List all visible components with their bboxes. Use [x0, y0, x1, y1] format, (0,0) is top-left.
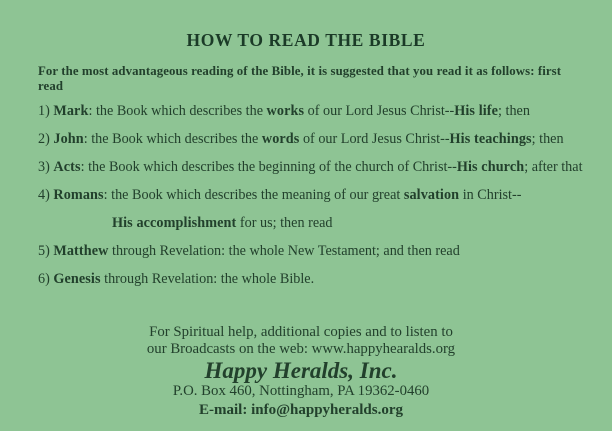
broadcast-web-line: our Broadcasts on the web: www.happyhearalds.org: [146, 340, 456, 357]
contact-footer: [18, 324, 584, 419]
list-item-romans: 4) Romans: the Book which describes the meaning of our great salvation in Christ--: [38, 187, 522, 203]
list-item-acts: 3) Acts: the Book which describes the beginning of the church of Christ--His church; after that: [38, 159, 583, 175]
list-item-john: 2) John: the Book which describes the words of our Lord Jesus Christ--His teachings; then: [38, 131, 564, 147]
spiritual-help-line: For Spiritual help, additional copies and to listen to: [149, 324, 453, 340]
intro-text: For the most advantageous reading of the Bible, it is suggested that you read it as follows: first read: [38, 64, 562, 93]
card-title: HOW TO READ THE BIBLE: [186, 30, 426, 50]
mailing-address: P.O. Box 460, Nottingham, PA 19362-0460: [172, 383, 430, 399]
list-item-romans-continuation: His accomplishment for us; then read: [112, 215, 333, 231]
company-name: Happy Heralds, Inc.: [204, 358, 398, 383]
email-line: E-mail: info@happyheralds.org: [199, 402, 403, 418]
list-item-matthew: 5) Matthew through Revelation: the whole New Testament; and then read: [38, 243, 460, 259]
list-item-mark: 1) Mark: the Book which describes the works of our Lord Jesus Christ--His life; then: [38, 103, 530, 119]
reading-order-list: [38, 104, 584, 287]
list-item-genesis: 6) Genesis through Revelation: the whole Bible.: [38, 271, 315, 287]
